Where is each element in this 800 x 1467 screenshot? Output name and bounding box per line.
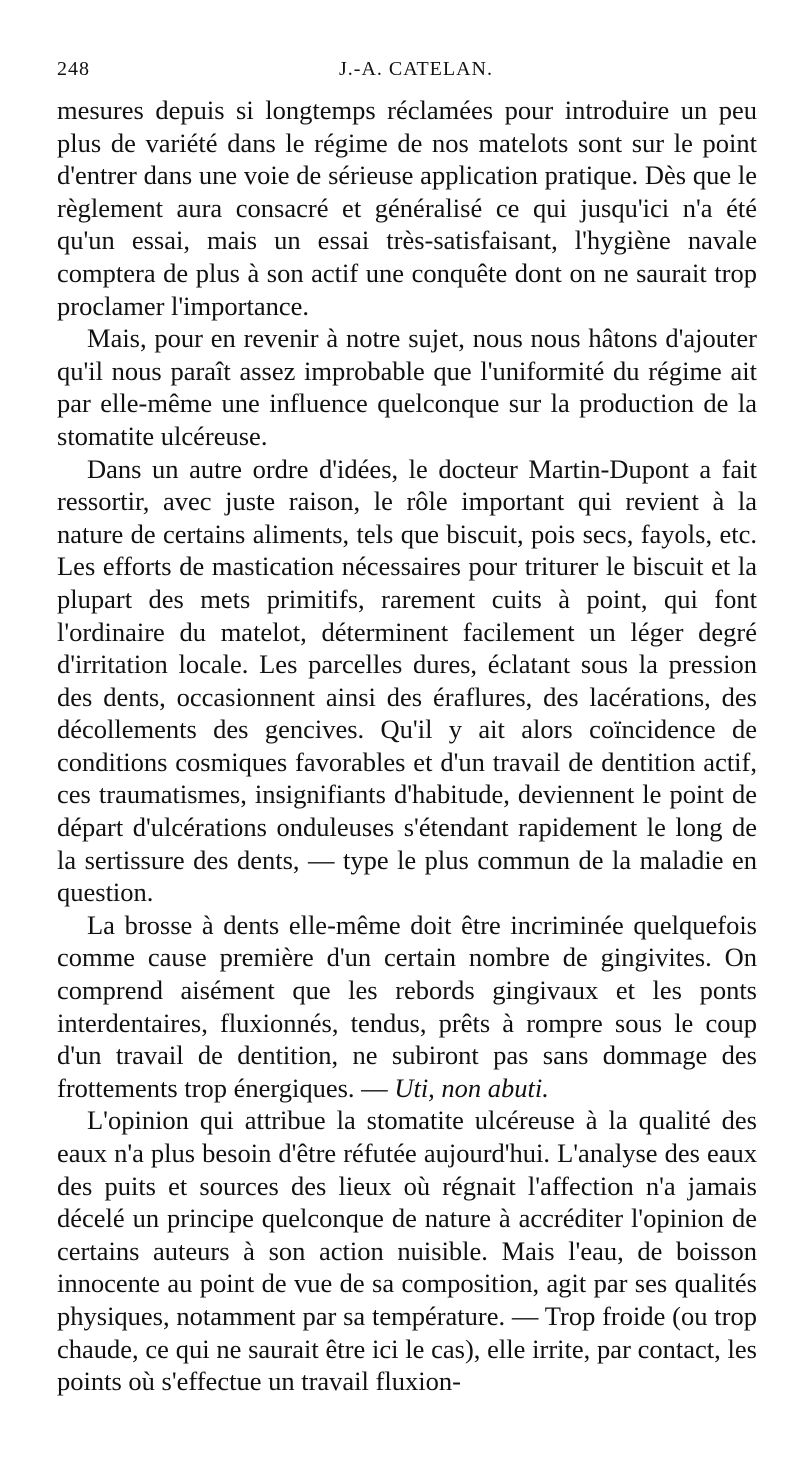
running-head [57, 58, 757, 94]
paragraph: mesures depuis si longtemps réclamées pour introduire un peu plus de variété dans le régime de nos matelots sont sur le point d'entrer dans une voie de sérieuse application pratique. Dès que le règlement aura consacré et généralisé ce qui jusqu'ici n'a été qu'un essai, mais un essai très-satisfaisant, l'hygiène navale comptera de plus à son actif une conquête dont on ne saurait trop proclamer l'importance. [57, 95, 757, 321]
paragraph [57, 909, 757, 1105]
paragraph: Mais, pour en revenir à notre sujet, nous nous hâtons d'ajouter qu'il nous paraît assez improbable que l'uniformité du régime ait par elle-même une influence quelconque sur la production de la stomatite ulcéreuse. [57, 323, 757, 451]
page-number: 248 [57, 58, 90, 80]
book-page [57, 58, 757, 1418]
body-text [57, 94, 757, 1398]
running-head-author: J.-A. CATELAN. [339, 58, 493, 80]
paragraph: Dans un autre ordre d'idées, le docteur Martin-Dupont a fait ressortir, avec juste raison, le rôle important qui revient à la nature de certains aliments, tels que biscuit, pois secs, fayols, etc. Les efforts de mastication nécessaires pour triturer le biscuit et la plupart des mets primitifs, rarement cuits à point, qui font l'ordinaire du matelot, déterminent facilement un léger degré d'irritation locale. Les parcelles dures, éclatant sous la pression des dents, occasionnent ainsi des éraflures, des lacérations, des décollements des gencives. Qu'il y ait alors coïncidence de conditions cosmiques favorables et d'un travail de dentition actif, ces traumatismes, insignifiants d'habitude, deviennent le point de départ d'ulcérations onduleuses s'étendant rapidement le long de la sertissure des dents, — type le plus commun de la maladie en question. [57, 453, 757, 908]
paragraph: L'opinion qui attribue la stomatite ulcéreuse à la qualité des eaux n'a plus besoin d'être réfutée aujourd'hui. L'analyse des eaux des puits et sources des lieux où régnait l'affection n'a jamais décelé un principe quelconque de nature à accréditer l'opinion de certains auteurs à son action nuisible. Mais l'eau, de boisson innocente au point de vue de sa composition, agit par ses qualités physiques, notamment par sa température. — Trop froide (ou trop chaude, ce qui ne saurait être ici le cas), elle irrite, par contact, les points où s'effectue un travail fluxion- [57, 1105, 757, 1397]
paragraph-text: La brosse à dents elle-même doit être incriminée quelquefois comme cause première d'un certain nombre de gingivites. On comprend aisément que les rebords gingivaux et les ponts interdentaires, fluxionnés, tendus, prêts à rompre sous le coup d'un travail de dentition, ne subiront pas sans dommage des frottements trop énergiques. — [57, 909, 757, 1103]
latin-maxim: Uti, non abuti. [394, 1072, 549, 1103]
